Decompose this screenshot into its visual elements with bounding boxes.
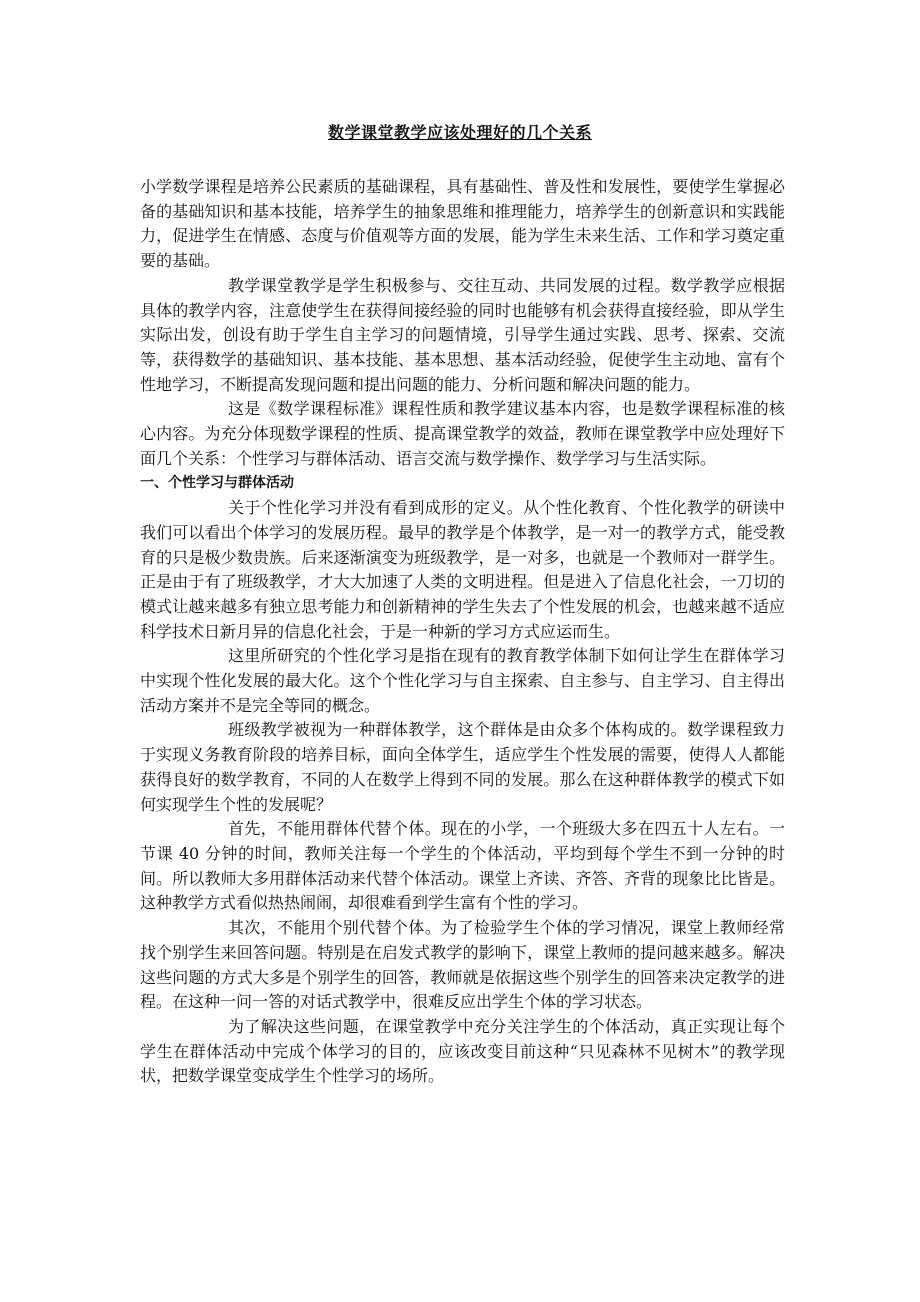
paragraph: 其次，不能用个别代替个体。为了检验学生个体的学习情况，课堂上教师经常找个别学生来回答问题。特别是在启发式教学的影响下，课堂上教师的提问越来越多。解决这些问题的方式大多是个别学生的回答，教师就是依据这些个别学生的回答来决定教学的进程。在这种一问一答的对话式教学中，很难反应出学生个体的学习状态。 — [140, 918, 785, 1012]
paragraph: 班级教学被视为一种群体教学，这个群体是由众多个体构成的。数学课程致力于实现义务教育阶段的培养目标，面向全体学生，适应学生个性发展的需要，使得人人都能获得良好的数学教育，不同的人在数学上得到不同的发展。那么在这种群体教学的模式下如何实现学生个性的发展呢？ — [140, 720, 785, 814]
paragraph-intro: 小学数学课程是培养公民素质的基础课程，具有基础性、普及性和发展性，要使学生掌握必备的基础知识和基本技能，培养学生的抽象思维和推理能力，培养学生的创新意识和实践能力，促进学生在情感、态度与价值观等方面的发展，能为学生未来生活、工作和学习奠定重要的基础。 — [140, 177, 785, 271]
paragraph: 关于个性化学习并没有看到成形的定义。从个性化教育、个性化教学的研读中我们可以看出个体学习的发展历程。最早的教学是个体教学，是一对一的教学方式，能受教育的只是极少数贵族。后来逐渐演变为班级教学，是一对多，也就是一个教师对一群学生。正是由于有了班级教学，才大大加速了人类的文明进程。但是进入了信息化社会，一刀切的模式让越来越多有独立思考能力和创新精神的学生失去了个性发展的机会，也越来越不适应科学技术日新月异的信息化社会，于是一种新的学习方式应运而生。 — [140, 498, 785, 641]
paragraph: 教学课堂教学是学生积极参与、交往互动、共同发展的过程。数学教学应根据具体的教学内容，注意使学生在获得间接经验的同时也能够有机会获得直接经验，即从学生实际出发，创设有助于学生自主学习的问题情境，引导学生通过实践、思考、探索、交流等，获得数学的基础知识、基本技能、基本思想、基本活动经验，促使学生主动地、富有个性地学习，不断提高发现问题和提出问题的能力、分析问题和解决问题的能力。 — [140, 275, 785, 394]
paragraph: 这里所研究的个性化学习是指在现有的教育教学体制下如何让学生在群体学习中实现个性化发展的最大化。这个个性化学习与自主探索、自主参与、自主学习、自主得出活动方案并不是完全等同的概念。 — [140, 646, 785, 715]
document-body — [140, 175, 785, 1089]
paragraph: 首先，不能用群体代替个体。现在的小学，一个班级大多在四五十人左右。一节课 40 分钟的时间，教师关注每一个学生的个体活动，平均到每个学生不到一分钟的时间。所以教师大多用群体活动来代替个体活动。课堂上齐读、齐答、齐背的现象比比皆是。这种教学方式看似热热闹闹，却很难看到学生富有个性的学习。 — [140, 819, 785, 913]
paragraph: 为了解决这些问题，在课堂教学中充分关注学生的个体活动，真正实现让每个学生在群体活动中完成个体学习的目的，应该改变目前这种“只见森林不见树木”的教学现状，把数学课堂变成学生个性学习的场所。 — [140, 1016, 785, 1086]
section-heading: 一、个性学习与群体活动 — [140, 475, 294, 492]
document-title: 数学课堂教学应该处理好的几个关系 — [327, 123, 592, 142]
paragraph: 这是《数学课程标准》课程性质和教学建议基本内容，也是数学课程标准的核心内容。为充分体现数学课程的性质、提高课堂教学的效益，教师在课堂教学中应处理好下面几个关系：个性学习与群体活动、语言交流与数学操作、数学学习与生活实际。 — [140, 399, 785, 468]
